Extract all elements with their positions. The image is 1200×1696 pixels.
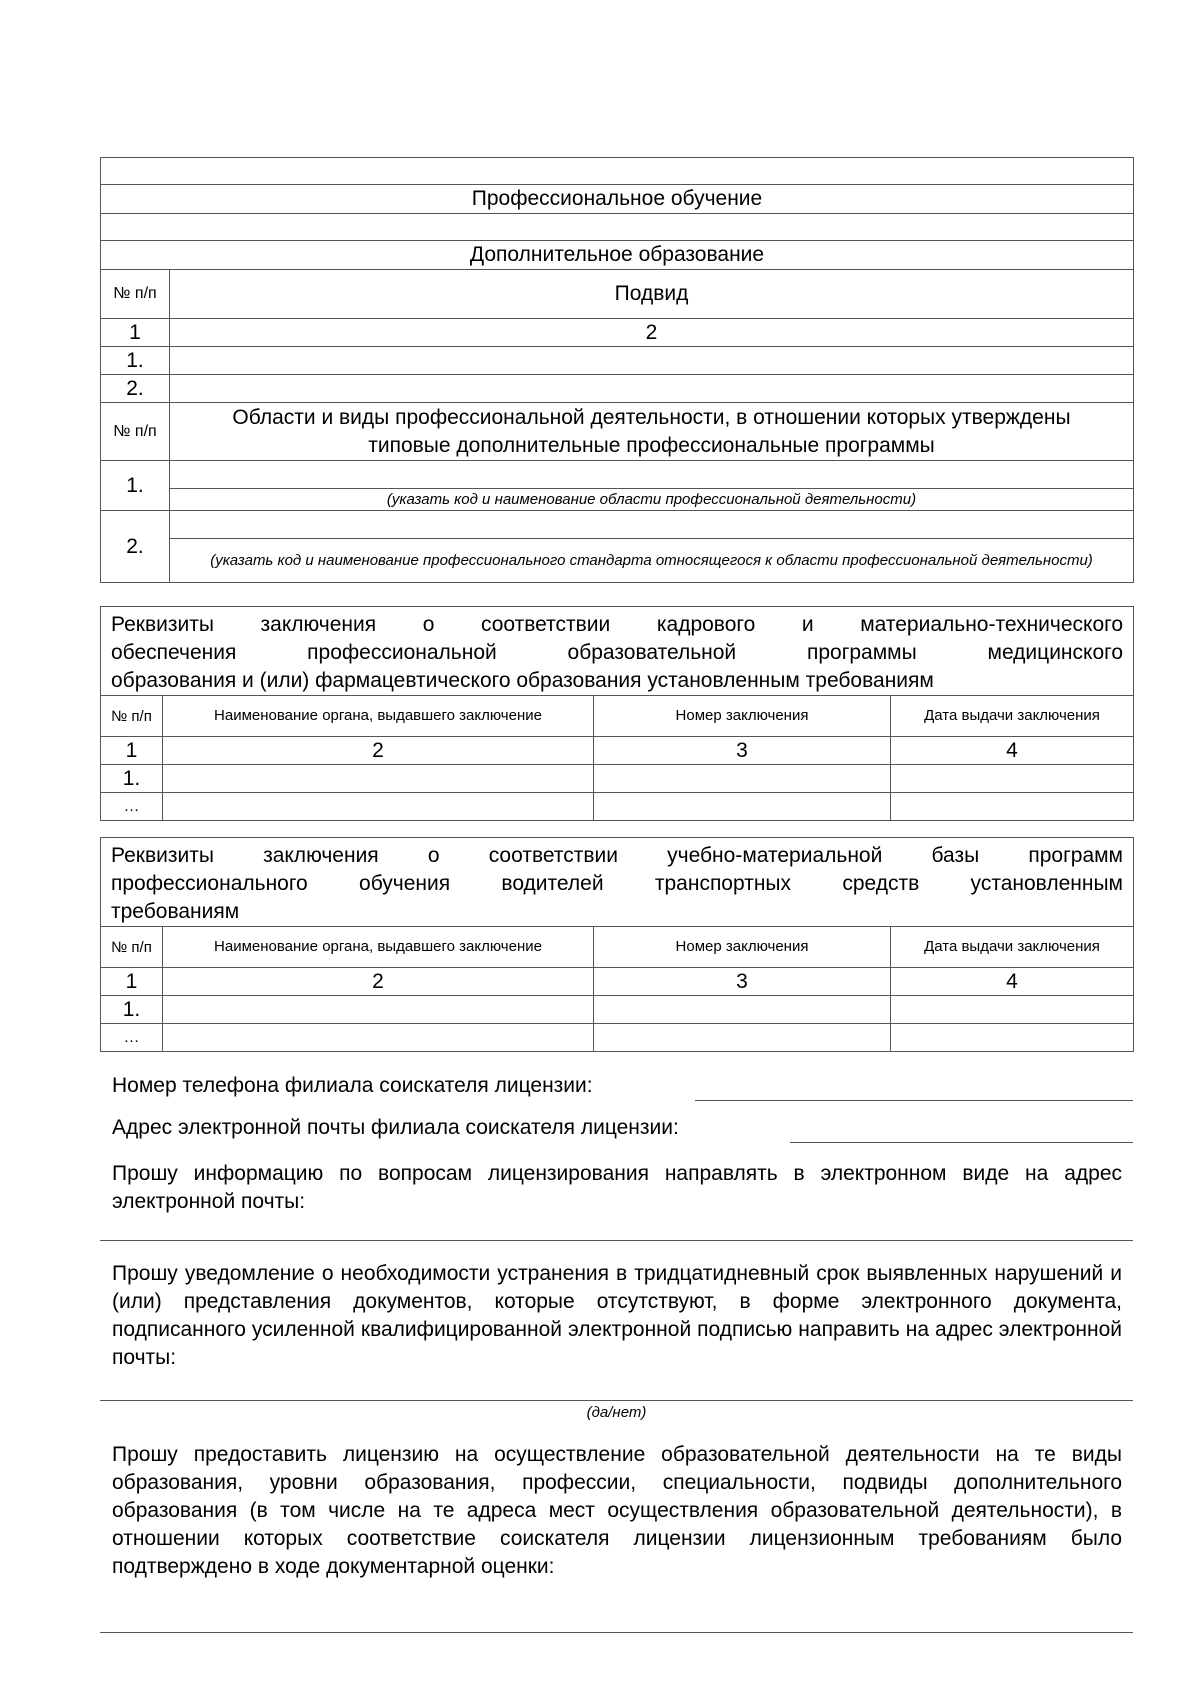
row-number: 2. [101,375,170,403]
subtype-cell[interactable] [170,375,1134,403]
col-org-header: Наименование органа, выдавшего заключение [163,927,594,968]
org-cell[interactable] [163,793,594,821]
yes-no-hint: (да/нет) [586,1404,647,1421]
email-label: Адрес электронной почты филиала соискателя лицензии: [112,1116,679,1139]
column-index: 3 [594,737,891,765]
heading-line: Реквизиты заключения о соответствии учебно-материальной базы программ [111,844,1123,867]
standard-hint: (указать код и наименование профессионального стандарта относящегося к области профессиональной деятельности) [170,539,1134,583]
row-number: 1. [101,461,170,511]
col-number-header: № п/п [101,696,163,737]
heading-line: требованиям [111,900,240,923]
area-input-cell[interactable] [170,461,1134,489]
date-cell[interactable] [891,1024,1134,1052]
row-professional-training: Профессиональное обучение [101,185,1134,214]
column-index: 4 [891,968,1134,996]
medical-conclusion-section [100,606,1133,821]
col-conclusion-number-header: Номер заключения [594,927,891,968]
areas-header: Области и виды профессиональной деятельности, в отношении которых утверждены типовые дополнительные профессиональные программы [170,403,1134,461]
email-request-paragraph: Прошу информацию по вопросам лицензирования направлять в электронном виде на адрес электронной почты: [112,1162,1122,1213]
table-row-empty[interactable] [101,158,1134,185]
row-number: … [101,793,163,821]
number-cell[interactable] [594,996,891,1024]
heading-line: Реквизиты заключения о соответствии кадрового и материально-технического [111,613,1124,636]
email-field[interactable] [790,1142,1133,1143]
licensing-email-field[interactable] [100,1240,1133,1241]
col-date-header: Дата выдачи заключения [891,696,1134,737]
license-request-field[interactable] [100,1632,1133,1633]
col-number-header: № п/п [101,927,163,968]
row-number: … [101,1024,163,1052]
date-cell[interactable] [891,996,1134,1024]
row-number: 1. [101,347,170,375]
notification-request-paragraph: Прошу уведомление о необходимости устранения в тридцатидневный срок выявленных нарушений и (или) представления документов, которые отсутствуют, в форме электронного документа, подписанного усиленной квалифицированной электронной подписью направить на адрес электронной почты: [112,1262,1122,1369]
row-number: 1. [101,765,163,793]
standard-input-cell[interactable] [170,511,1134,539]
date-cell[interactable] [891,765,1134,793]
date-cell[interactable] [891,793,1134,821]
column-index: 2 [163,968,594,996]
drivers-conclusion-section [100,837,1133,1052]
row-number: 1. [101,996,163,1024]
column-index: 2 [163,737,594,765]
org-cell[interactable] [163,996,594,1024]
number-cell[interactable] [594,765,891,793]
org-cell[interactable] [163,1024,594,1052]
col-number-header: № п/п [101,270,170,319]
drivers-conclusion-table [100,837,1134,1052]
area-hint: (указать код и наименование области профессиональной деятельности) [170,489,1134,511]
column-index: 1 [101,319,170,347]
col-number-header: № п/п [101,403,170,461]
heading-line: профессионального обучения водителей транспортных средств установленным [111,872,1123,895]
row-additional-education: Дополнительное образование [101,241,1134,270]
medical-heading [101,607,1134,696]
heading-line: образования и (или) фармацевтического образования установленным требованиям [111,669,934,692]
medical-conclusion-table [100,606,1134,821]
col-conclusion-number-header: Номер заключения [594,696,891,737]
col-subtype-header: Подвид [170,270,1134,319]
number-cell[interactable] [594,1024,891,1052]
table-row-empty[interactable] [101,214,1134,241]
col-org-header: Наименование органа, выдавшего заключение [163,696,594,737]
column-index: 1 [101,737,163,765]
phone-field[interactable] [695,1100,1133,1101]
drivers-heading [101,838,1134,927]
row-number: 2. [101,511,170,583]
heading-line: обеспечения профессиональной образовательной программы медицинского [111,641,1124,664]
license-request-paragraph: Прошу предоставить лицензию на осуществление образовательной деятельности на те виды образования, уровни образования, профессии, специальности, подвиды дополнительного образования (в том числе на те адреса мест осуществления образовательной деятельности), в отношении которых соответствие соискателя лицензии лицензионным требованиям было подтверждено в ходе документарной оценки: [112,1443,1122,1578]
column-index: 3 [594,968,891,996]
phone-label: Номер телефона филиала соискателя лицензии: [112,1074,593,1097]
column-index: 2 [170,319,1134,347]
column-index: 1 [101,968,163,996]
number-cell[interactable] [594,793,891,821]
education-types-table [100,157,1134,583]
col-date-header: Дата выдачи заключения [891,927,1134,968]
notification-email-field[interactable] [100,1400,1133,1401]
subtype-cell[interactable] [170,347,1134,375]
org-cell[interactable] [163,765,594,793]
column-index: 4 [891,737,1134,765]
